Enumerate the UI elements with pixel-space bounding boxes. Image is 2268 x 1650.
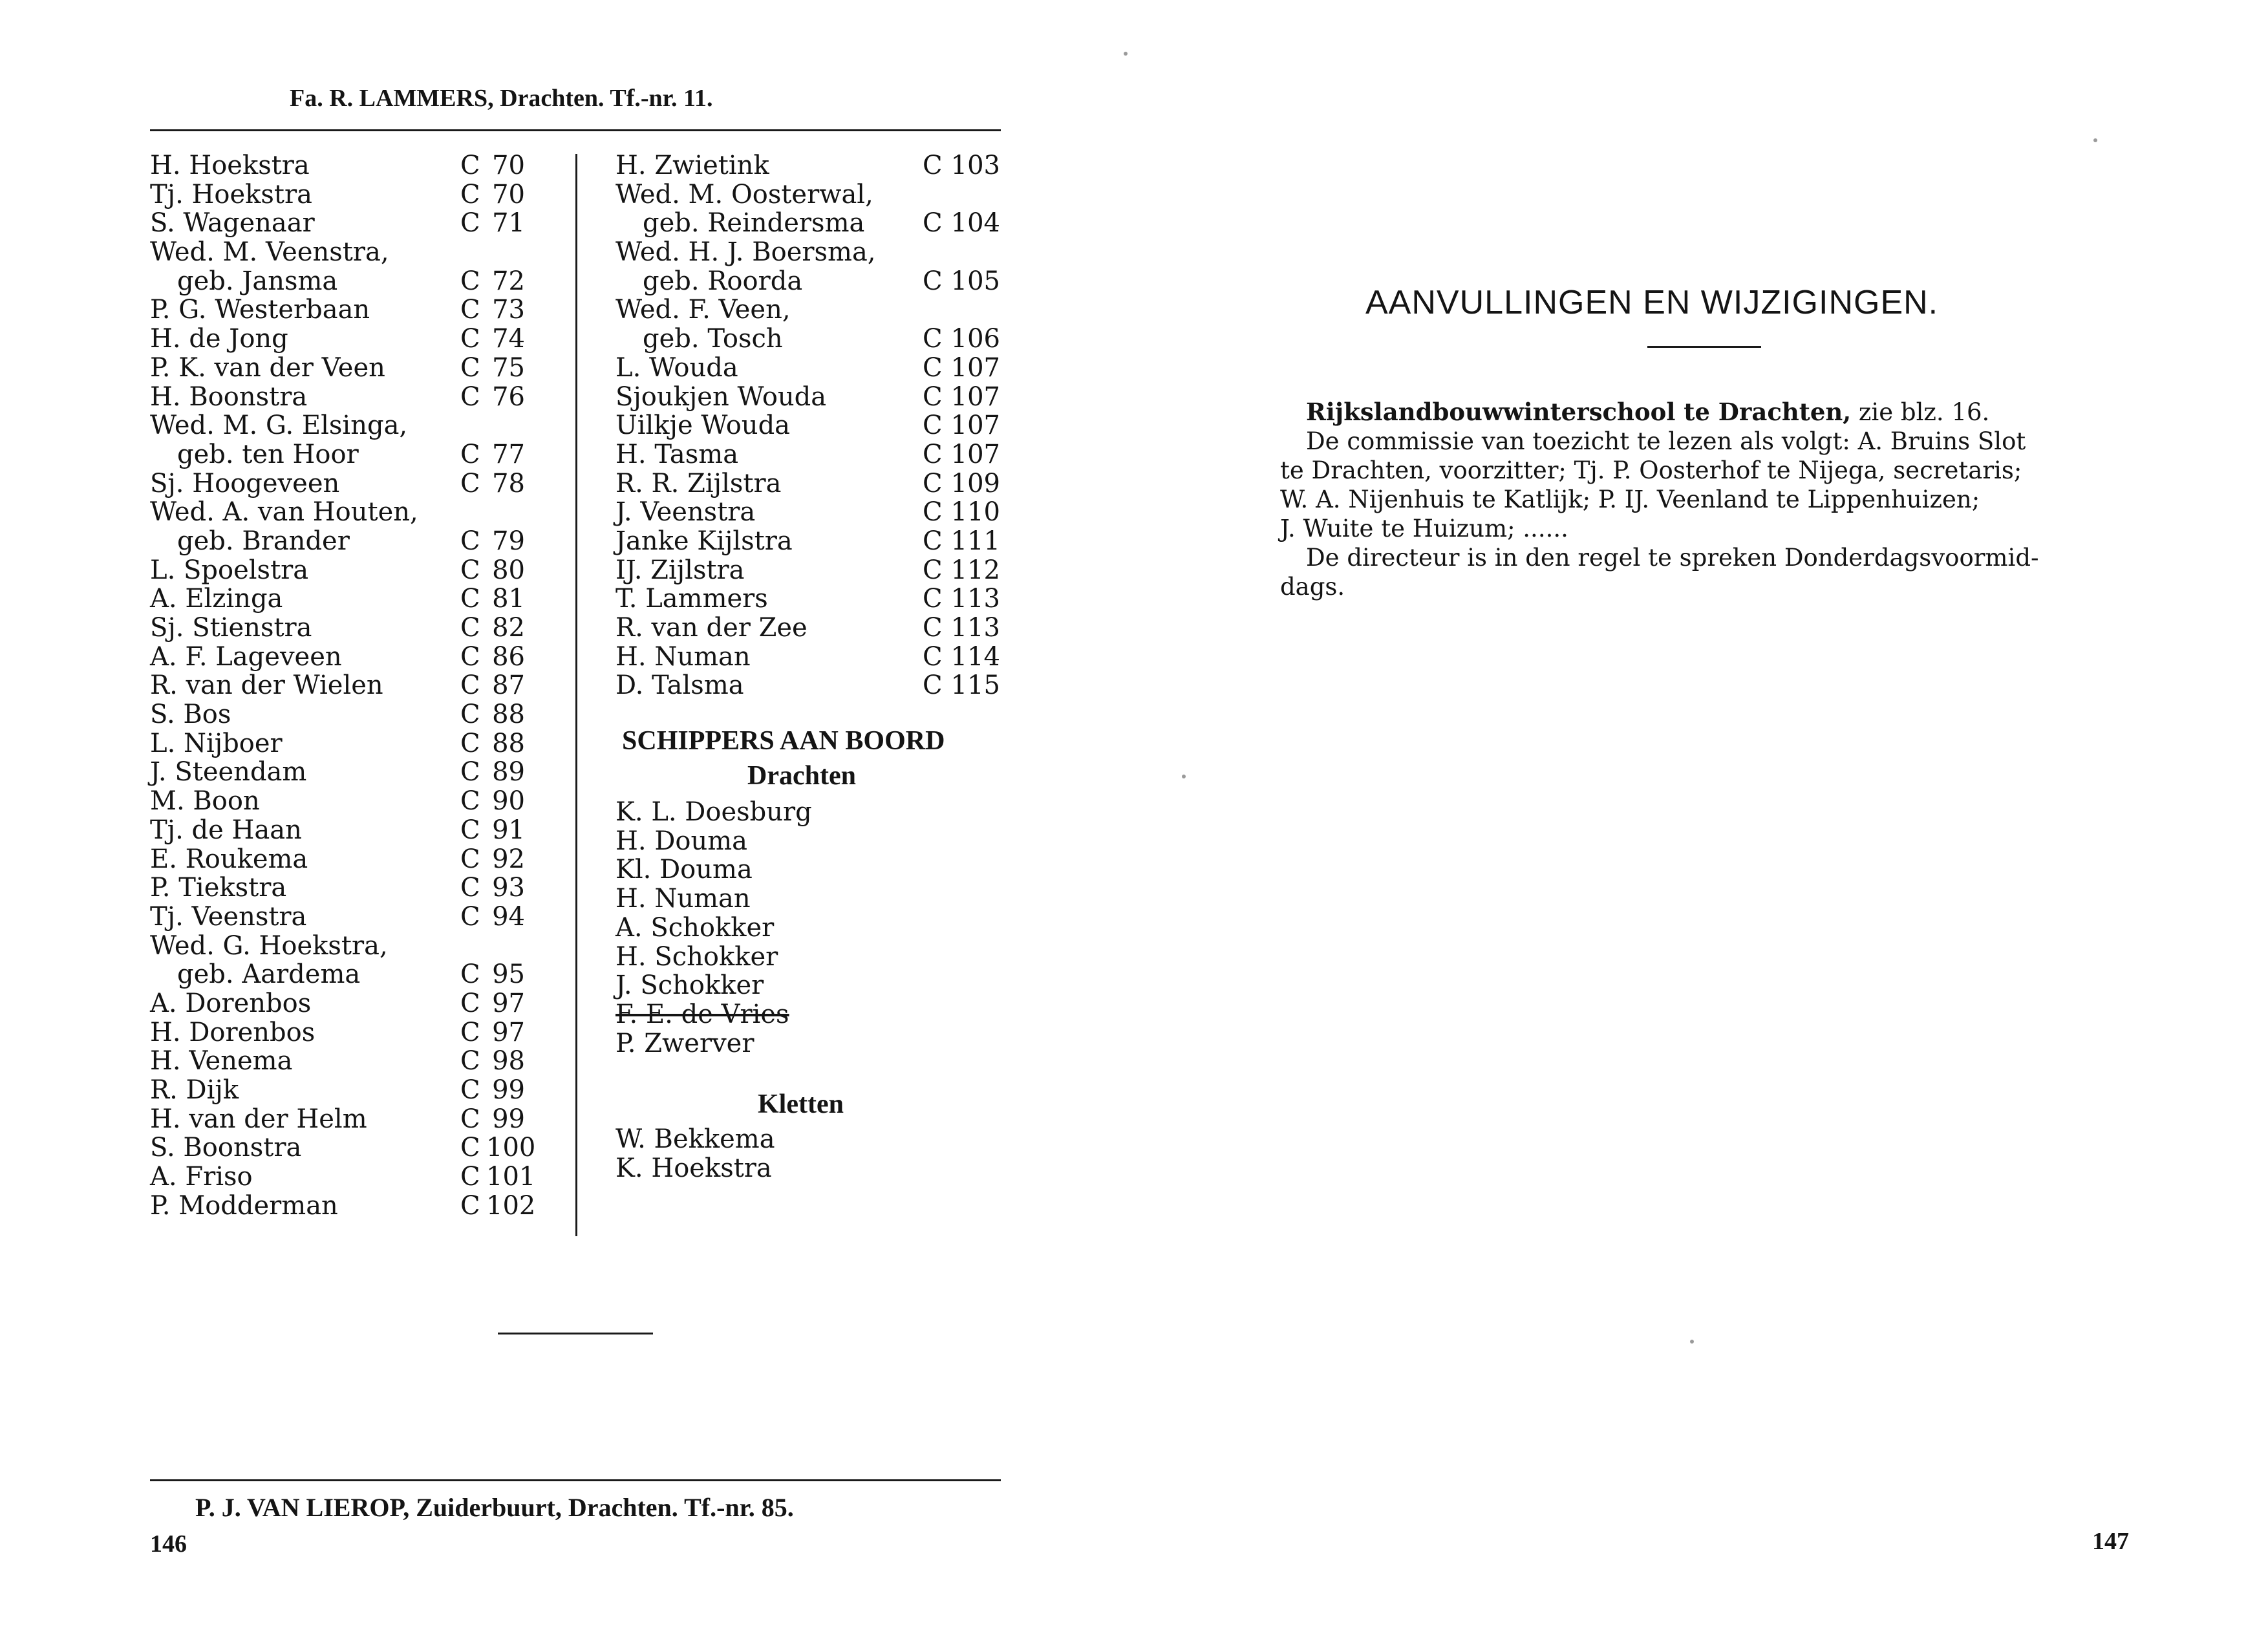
entry-number: 102 [486,1190,536,1221]
entry-code: C [923,411,943,441]
column-divider [575,154,577,1236]
scan-speck [1690,1340,1694,1344]
footer-rule [150,1479,1001,1481]
entry-number: 97 [492,988,525,1018]
drachten-list [615,798,812,1058]
entry-code: C [460,901,480,932]
entry-name: geb. Brander [177,526,350,556]
list-item: W. Bekkema [615,1124,775,1154]
table-row [150,498,564,527]
column-one [150,151,564,1220]
entry-number: 101 [486,1162,536,1192]
entry-code: C [460,352,480,383]
table-row [150,700,564,729]
entry-number: 104 [950,208,1000,239]
page-number-left: 146 [150,1530,187,1558]
scan-speck [1124,52,1128,56]
table-row [150,903,564,932]
entry-name: H. Tasma [615,439,739,469]
entry-code: C [923,670,943,701]
table-row [615,354,1016,383]
table-row [150,845,564,874]
table-row [150,295,564,325]
entry-number: 94 [492,901,525,932]
table-row [615,151,1016,180]
entry-name: geb. ten Hoor [177,439,359,469]
entry-code: C [923,352,943,383]
entry-name: Janke Kijlstra [615,526,793,556]
entry-number: 74 [492,324,525,354]
entry-name: Tj. Veenstra [150,901,307,932]
page-number-right: 147 [2092,1528,2129,1555]
entry-name: H. Hoekstra [150,151,310,180]
entry-code: C [460,584,480,614]
kletten-heading: Kletten [758,1089,844,1119]
para-line [1280,398,2039,427]
entry-name: Tj. de Haan [150,815,302,845]
table-row [150,1018,564,1047]
amendment-paragraph [1280,398,2039,601]
entry-code: C [460,700,480,730]
table-row [150,267,564,296]
entry-name: T. Lammers [615,584,768,614]
para-line: te Drachten, voorzitter; Tj. P. Oosterhof te Nijega, secretaris; [1280,456,2022,484]
list-item: K. L. Doesburg [615,797,812,827]
left-footer: P. J. VAN LIEROP, Zuiderbuurt, Drachten. Tf.-nr. 85. [195,1493,794,1522]
entry-code: C [923,439,943,469]
table-row [615,527,1016,556]
entry-name: Sj. Stienstra [150,613,312,643]
entry-number: 93 [492,873,525,903]
table-row [150,787,564,816]
entry-number: 88 [492,700,525,730]
scan-speck [2093,138,2097,142]
entry-number: 91 [492,815,525,845]
entry-number: 100 [486,1133,536,1163]
entry-number: 89 [492,757,525,788]
entry-name: A. F. Lageveen [150,641,342,672]
entry-code: C [460,1190,480,1221]
table-row [615,614,1016,643]
entry-name: H. Numan [615,641,751,672]
entry-code: C [460,208,480,239]
table-row [150,325,564,354]
left-header: Fa. R. LAMMERS, Drachten. Tf.-nr. 11. [290,85,713,112]
entry-code: C [923,555,943,585]
list-item: H. Douma [615,826,748,856]
entry-number: 70 [492,151,525,180]
table-row [150,932,564,961]
entry-number: 111 [950,526,1000,556]
table-row [150,1133,564,1162]
entry-code: C [460,295,480,325]
entry-number: 99 [492,1104,525,1134]
entry-number: 105 [950,266,1000,296]
entry-name: P. G. Westerbaan [150,295,370,325]
list-item: Kl. Douma [615,855,753,885]
table-row [150,354,564,383]
entry-code: C [460,959,480,990]
entry-name: P. Tiekstra [150,873,287,903]
entry-code: C [460,1075,480,1105]
entry-number: 79 [492,526,525,556]
institution-name: Rijkslandbouwwinterschool te Drachten, [1306,398,1852,426]
list-item: J. Schokker [615,970,764,1001]
list-item: H. Schokker [615,941,778,972]
entry-number: 77 [492,439,525,469]
entry-name: M. Boon [150,786,260,817]
entry-name: R. R. Zijlstra [615,468,782,498]
struck-list-item: F. E. de Vries [615,999,789,1029]
entry-number: 107 [950,381,1000,412]
entry-code: C [923,381,943,412]
table-row [615,643,1016,672]
table-row [150,383,564,412]
entry-number: 76 [492,381,525,412]
table-row [150,1105,564,1134]
entry-name: geb. Jansma [177,266,338,296]
entry-code: C [923,584,943,614]
entry-code: C [460,988,480,1018]
entry-number: 90 [492,786,525,817]
right-title: AANVULLINGEN EN WIJZIGINGEN. [1365,284,1939,321]
entry-code: C [460,641,480,672]
entry-name: L. Spoelstra [150,555,309,585]
table-row [150,440,564,469]
entry-number: 106 [950,324,1000,354]
entry-code: C [460,468,480,498]
entry-name: A. Elzinga [150,584,283,614]
entry-name: S. Wagenaar [150,208,315,239]
entry-code: C [460,439,480,469]
entry-number: 110 [950,497,1000,528]
table-row [150,180,564,209]
list-item: K. Hoekstra [615,1153,772,1183]
entry-name: IJ. Zijlstra [615,555,745,585]
entry-code: C [460,1017,480,1047]
table-row [150,758,564,787]
entry-name: Wed. G. Hoekstra, [150,930,388,961]
entry-number: 95 [492,959,525,990]
entry-name: H. de Jong [150,324,288,354]
entry-name: L. Nijboer [150,728,283,758]
entry-name: P. K. van der Veen [150,352,385,383]
entry-code: C [460,844,480,874]
para-line: dags. [1280,573,1345,601]
table-row [150,671,564,700]
entry-name: Uilkje Wouda [615,411,791,441]
entry-code: C [460,381,480,412]
entry-code: C [460,873,480,903]
entry-number: 97 [492,1017,525,1047]
entry-code: C [460,728,480,758]
title-rule [1647,346,1761,348]
entry-code: C [460,1162,480,1192]
para-line: J. Wuite te Huizum; ...... [1280,515,1568,542]
table-row [150,816,564,845]
kletten-list [615,1125,775,1183]
table-row [615,383,1016,412]
para-line: De directeur is in den regel te spreken Donderdagsvoormid- [1306,544,2039,572]
entry-number: 115 [950,670,1000,701]
entry-name: R. van der Wielen [150,670,383,701]
entry-code: C [923,613,943,643]
table-row [150,643,564,672]
entry-name: geb. Roorda [643,266,803,296]
entry-name: geb. Tosch [643,324,783,354]
entry-number: 107 [950,439,1000,469]
entry-name: H. Zwietink [615,151,769,180]
entry-code: C [460,670,480,701]
entry-name: Wed. M. Veenstra, [150,237,389,268]
entry-code: C [923,208,943,239]
entry-number: 114 [950,641,1000,672]
entry-name: J. Veenstra [615,497,756,528]
entry-code: C [460,151,480,180]
table-row [615,411,1016,440]
entry-number: 113 [950,613,1000,643]
column-two [615,151,1016,700]
drachten-heading: Drachten [747,761,856,791]
entry-name: J. Steendam [150,757,307,788]
table-row [150,1192,564,1221]
list-item: A. Schokker [615,912,775,943]
entry-code: C [460,1046,480,1077]
entry-number: 99 [492,1075,525,1105]
entry-code: C [460,613,480,643]
entry-code: C [460,1133,480,1163]
entry-code: C [923,526,943,556]
entry-number: 70 [492,179,525,209]
entry-name: R. Dijk [150,1075,239,1105]
para-text: zie blz. 16. [1851,398,1990,426]
entry-number: 109 [950,468,1000,498]
entry-name: L. Wouda [615,352,738,383]
entry-code: C [460,555,480,585]
entry-name: Wed. M. G. Elsinga, [150,411,408,441]
para-line: W. A. Nijenhuis te Katlijk; P. IJ. Veenland te Lippenhuizen; [1280,486,1980,513]
entry-name: A. Dorenbos [150,988,312,1018]
entry-name: Wed. M. Oosterwal, [615,179,873,209]
entry-name: R. van der Zee [615,613,808,643]
entry-number: 107 [950,352,1000,383]
table-row [150,209,564,238]
entry-number: 113 [950,584,1000,614]
entry-name: Tj. Hoekstra [150,179,312,209]
entry-number: 75 [492,352,525,383]
entry-code: C [923,151,943,180]
end-rule [498,1333,653,1334]
list-item: P. Zwerver [615,1028,754,1058]
table-row [615,469,1016,498]
table-row [150,960,564,989]
entry-number: 88 [492,728,525,758]
entry-name: geb. Reindersma [643,208,865,239]
entry-code: C [923,641,943,672]
table-row [615,440,1016,469]
entry-number: 81 [492,584,525,614]
table-row [150,527,564,556]
entry-code: C [460,757,480,788]
entry-code: C [923,324,943,354]
table-row [150,614,564,643]
table-row [615,238,1016,267]
entry-number: 112 [950,555,1000,585]
table-row [615,671,1016,700]
table-row [150,151,564,180]
entry-number: 87 [492,670,525,701]
table-row [150,556,564,585]
entry-number: 92 [492,844,525,874]
scan-speck [1182,775,1186,778]
entry-code: C [923,468,943,498]
entry-number: 98 [492,1046,525,1077]
entry-number: 107 [950,411,1000,441]
entry-number: 82 [492,613,525,643]
entry-code: C [923,497,943,528]
entry-name: S. Bos [150,700,231,730]
table-row [150,873,564,903]
table-row [615,209,1016,238]
entry-name: Sjoukjen Wouda [615,381,827,412]
table-row [615,180,1016,209]
entry-number: 73 [492,295,525,325]
entry-name: E. Roukema [150,844,308,874]
table-row [150,584,564,614]
entry-code: C [460,526,480,556]
entry-name: D. Talsma [615,670,744,701]
entry-name: H. Boonstra [150,381,308,412]
header-rule [150,129,1001,131]
table-row [150,1076,564,1105]
table-row [615,584,1016,614]
table-row [150,238,564,267]
table-row [150,989,564,1018]
entry-code: C [460,324,480,354]
table-row [150,1047,564,1076]
table-row [615,556,1016,585]
entry-name: H. Dorenbos [150,1017,316,1047]
table-row [150,469,564,498]
entry-number: 86 [492,641,525,672]
table-row [615,295,1016,325]
entry-number: 78 [492,468,525,498]
entry-name: H. van der Helm [150,1104,367,1134]
table-row [615,325,1016,354]
entry-code: C [460,266,480,296]
entry-code: C [460,1104,480,1134]
entry-name: Wed. H. J. Boersma, [615,237,876,268]
entry-name: geb. Aardema [177,959,361,990]
para-line: De commissie van toezicht te lezen als volgt: A. Bruins Slot [1306,427,2026,455]
entry-number: 71 [492,208,525,239]
entry-code: C [460,786,480,817]
entry-name: P. Modderman [150,1190,338,1221]
entry-code: C [460,179,480,209]
entry-number: 72 [492,266,525,296]
entry-name: S. Boonstra [150,1133,302,1163]
table-row [150,1162,564,1192]
table-row [615,498,1016,527]
schippers-heading: SCHIPPERS AAN BOORD [622,726,945,756]
entry-name: Sj. Hoogeveen [150,468,340,498]
entry-number: 80 [492,555,525,585]
entry-name: Wed. A. van Houten, [150,497,418,528]
entry-name: A. Friso [150,1162,253,1192]
entry-code: C [460,815,480,845]
table-row [150,411,564,440]
entry-code: C [923,266,943,296]
table-row [615,267,1016,296]
entry-name: H. Venema [150,1046,293,1077]
entry-name: Wed. F. Veen, [615,295,791,325]
list-item: H. Numan [615,884,751,914]
entry-number: 103 [950,151,1000,180]
table-row [150,729,564,758]
